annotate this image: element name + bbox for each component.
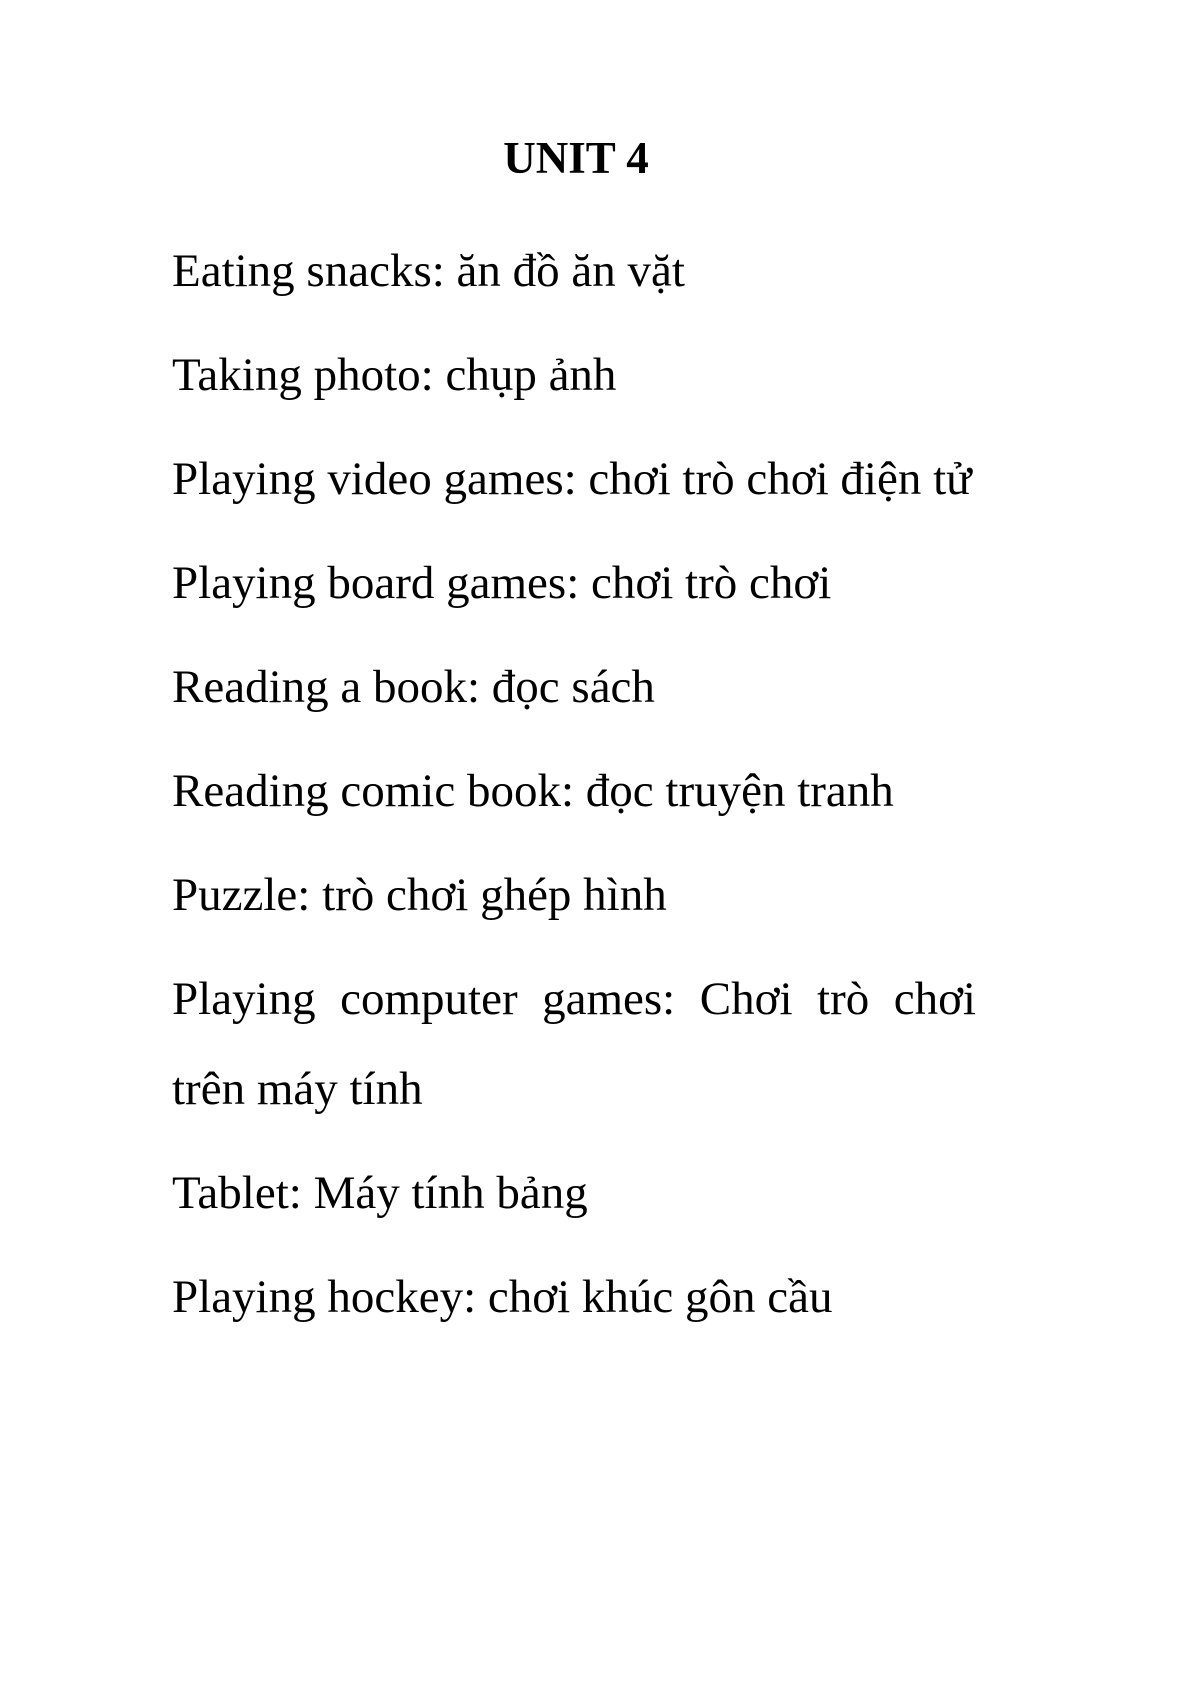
vocab-entry: Taking photo: chụp ảnh	[172, 349, 617, 401]
vocab-entry: Reading a book: đọc sách	[172, 661, 655, 713]
vocab-entry: Eating snacks: ăn đồ ăn vặt	[172, 245, 685, 297]
vocab-entry: Reading comic book: đọc truyện tranh	[172, 765, 894, 817]
page-title: UNIT 4	[503, 133, 649, 183]
vocab-entry: Playing computer games: Chơi trò chơi trên máy tính	[172, 973, 976, 1115]
vocabulary-list	[172, 226, 976, 1356]
vocab-entry: Puzzle: trò chơi ghép hình	[172, 869, 667, 921]
vocab-entry: Playing board games: chơi trò chơi	[172, 557, 832, 609]
vocab-entry: Playing hockey: chơi khúc gôn cầu	[172, 1271, 833, 1323]
vocab-entry: Playing video games: chơi trò chơi điện tử	[172, 453, 972, 505]
vocab-entry: Tablet: Máy tính bảng	[172, 1167, 588, 1219]
